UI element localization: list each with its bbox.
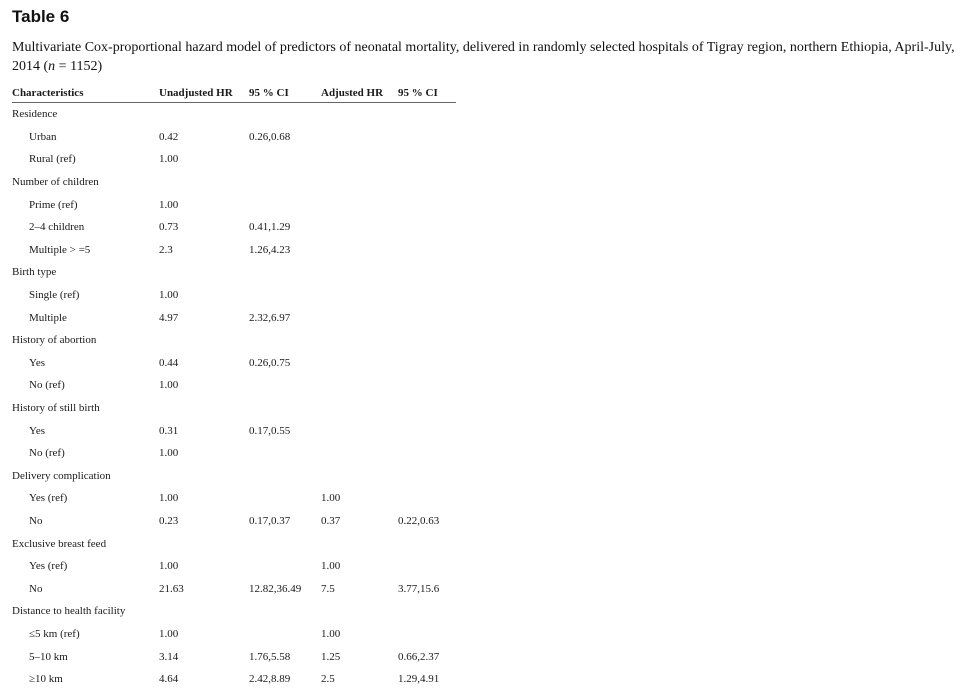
cell-adjusted-hr: [321, 193, 398, 216]
cell-ci-unadjusted: 0.41,1.29: [249, 221, 291, 234]
cell-ci-adjusted: [398, 148, 456, 171]
cell-unadjusted-hr: 1.00: [159, 153, 179, 166]
cell-ci-adjusted: 3.77,15.6: [398, 582, 440, 595]
group-label: Number of children: [12, 176, 99, 189]
cell-ci-adjusted: [398, 216, 456, 239]
cell-unadjusted-hr: 0.44: [159, 356, 179, 369]
cell-unadjusted-hr: 0.31: [159, 424, 179, 437]
table-row: [12, 193, 456, 216]
cell-adjusted-hr: 1.00: [321, 560, 341, 573]
cell-ci-unadjusted: 0.26,0.75: [249, 356, 291, 369]
cell-ci-unadjusted: 2.32,6.97: [249, 311, 291, 324]
cell-ci-adjusted: [398, 284, 456, 307]
cell-adjusted-hr: [321, 352, 398, 375]
cell-ci-adjusted: [398, 193, 456, 216]
group-label: Residence: [12, 108, 58, 121]
table-row: [12, 352, 456, 375]
cell-unadjusted-hr: 0.23: [159, 514, 179, 527]
table-row: [12, 487, 456, 510]
row-label: Prime (ref): [29, 198, 78, 211]
cell-ci-unadjusted: 2.42,8.89: [249, 673, 291, 686]
cell-unadjusted-hr: 1.00: [159, 198, 179, 211]
caption-n-symbol: n: [48, 59, 56, 74]
cell-unadjusted-hr: 1.00: [159, 447, 179, 460]
group-label: History of still birth: [12, 402, 100, 415]
row-label: Rural (ref): [29, 153, 76, 166]
cell-adjusted-hr: [321, 442, 398, 465]
group-label: Delivery complication: [12, 469, 111, 482]
cell-ci-adjusted: [398, 487, 456, 510]
cell-ci-unadjusted: [249, 487, 321, 510]
cell-unadjusted-hr: 4.97: [159, 311, 179, 324]
header-ci-unadjusted: 95 % CI: [249, 84, 321, 103]
table-title: Table 6: [12, 7, 70, 26]
row-label: No: [29, 514, 43, 527]
table-group-row: [12, 532, 456, 555]
cell-adjusted-hr: 1.00: [321, 492, 341, 505]
cell-adjusted-hr: 2.5: [321, 673, 335, 686]
cell-adjusted-hr: 0.37: [321, 514, 341, 527]
hazard-model-table: [12, 84, 456, 690]
row-label: No (ref): [29, 447, 65, 460]
cell-ci-adjusted: [398, 442, 456, 465]
table-body: [12, 103, 456, 691]
header-adjusted-hr: Adjusted HR: [321, 84, 398, 103]
row-label: ≥10 km: [29, 673, 63, 686]
cell-ci-unadjusted: [249, 623, 321, 646]
cell-unadjusted-hr: 1.00: [159, 627, 179, 640]
table-row: [12, 374, 456, 397]
row-label: No (ref): [29, 379, 65, 392]
group-label: Birth type: [12, 266, 57, 279]
cell-unadjusted-hr: 1.00: [159, 560, 179, 573]
header-characteristics: Characteristics: [12, 84, 159, 103]
table-group-row: [12, 261, 456, 284]
table-row: [12, 442, 456, 465]
table-header: [12, 84, 456, 103]
row-label: Single (ref): [29, 289, 80, 302]
group-label: Distance to health facility: [12, 605, 126, 618]
table-row: [12, 239, 456, 262]
row-label: No: [29, 582, 43, 595]
cell-ci-adjusted: 0.66,2.37: [398, 650, 440, 663]
cell-ci-unadjusted: [249, 442, 321, 465]
row-label: Yes: [29, 356, 46, 369]
cell-ci-adjusted: [398, 555, 456, 578]
cell-adjusted-hr: 1.25: [321, 650, 341, 663]
cell-adjusted-hr: [321, 239, 398, 262]
cell-ci-adjusted: [398, 623, 456, 646]
cell-unadjusted-hr: 4.64: [159, 673, 179, 686]
cell-adjusted-hr: [321, 374, 398, 397]
cell-adjusted-hr: [321, 284, 398, 307]
table-group-row: [12, 329, 456, 352]
row-label: Yes: [29, 424, 46, 437]
cell-adjusted-hr: 1.00: [321, 627, 341, 640]
cell-ci-adjusted: [398, 352, 456, 375]
cell-ci-unadjusted: 0.26,0.68: [249, 130, 291, 143]
cell-unadjusted-hr: 1.00: [159, 289, 179, 302]
cell-ci-adjusted: [398, 126, 456, 149]
cell-unadjusted-hr: 0.73: [159, 221, 179, 234]
cell-ci-unadjusted: 1.26,4.23: [249, 243, 291, 256]
cell-unadjusted-hr: 1.00: [159, 379, 179, 392]
cell-ci-unadjusted: 12.82,36.49: [249, 582, 302, 595]
cell-adjusted-hr: [321, 216, 398, 239]
cell-adjusted-hr: 7.5: [321, 582, 335, 595]
table-row: [12, 555, 456, 578]
cell-ci-unadjusted: [249, 374, 321, 397]
table-group-row: [12, 103, 456, 126]
table-group-row: [12, 397, 456, 420]
table-row: [12, 306, 456, 329]
group-label: History of abortion: [12, 334, 97, 347]
cell-ci-unadjusted: 0.17,0.55: [249, 424, 291, 437]
cell-ci-adjusted: 1.29,4.91: [398, 673, 440, 686]
table-row: [12, 419, 456, 442]
cell-ci-adjusted: [398, 374, 456, 397]
row-label: ≤5 km (ref): [29, 627, 80, 640]
header-ci-adjusted: 95 % CI: [398, 84, 456, 103]
table-row: [12, 510, 456, 533]
cell-adjusted-hr: [321, 306, 398, 329]
cell-ci-unadjusted: [249, 555, 321, 578]
cell-adjusted-hr: [321, 419, 398, 442]
row-label: 5–10 km: [29, 650, 68, 663]
caption-text: Multivariate Cox-proportional hazard model of predictors of neonatal mortality, delivered in randomly selected hospitals of Tigray region, northern Ethiopia, April-July, 2014 (: [12, 40, 955, 74]
row-label: Yes (ref): [29, 492, 68, 505]
cell-ci-adjusted: 0.22,0.63: [398, 514, 440, 527]
cell-ci-unadjusted: [249, 148, 321, 171]
cell-unadjusted-hr: 0.42: [159, 130, 179, 143]
table-row: [12, 126, 456, 149]
table-row: [12, 284, 456, 307]
cell-ci-unadjusted: 0.17,0.37: [249, 514, 291, 527]
cell-ci-adjusted: [398, 306, 456, 329]
row-label: Multiple > =5: [29, 243, 91, 256]
cell-unadjusted-hr: 1.00: [159, 492, 179, 505]
cell-adjusted-hr: [321, 148, 398, 171]
cell-ci-unadjusted: [249, 284, 321, 307]
cell-unadjusted-hr: 21.63: [159, 582, 184, 595]
table-caption: [12, 38, 962, 76]
cell-ci-adjusted: [398, 419, 456, 442]
cell-adjusted-hr: [321, 126, 398, 149]
table-group-row: [12, 600, 456, 623]
table-row: [12, 216, 456, 239]
cell-ci-unadjusted: 1.76,5.58: [249, 650, 291, 663]
cell-unadjusted-hr: 3.14: [159, 650, 179, 663]
header-row: [12, 84, 456, 103]
cell-unadjusted-hr: 2.3: [159, 243, 173, 256]
cell-ci-unadjusted: [249, 193, 321, 216]
caption-n-value: = 1152): [55, 59, 103, 74]
group-label: Exclusive breast feed: [12, 537, 107, 550]
table-group-row: [12, 171, 456, 194]
table-row: [12, 623, 456, 646]
table-group-row: [12, 465, 456, 488]
cell-ci-adjusted: [398, 239, 456, 262]
row-label: Multiple: [29, 311, 67, 324]
table-row: [12, 577, 456, 600]
row-label: Yes (ref): [29, 560, 68, 573]
table-row: [12, 645, 456, 668]
table-row: [12, 148, 456, 171]
table-row: [12, 668, 456, 691]
row-label: Urban: [29, 130, 57, 143]
header-unadjusted-hr: Unadjusted HR: [159, 84, 249, 103]
row-label: 2–4 children: [29, 221, 85, 234]
